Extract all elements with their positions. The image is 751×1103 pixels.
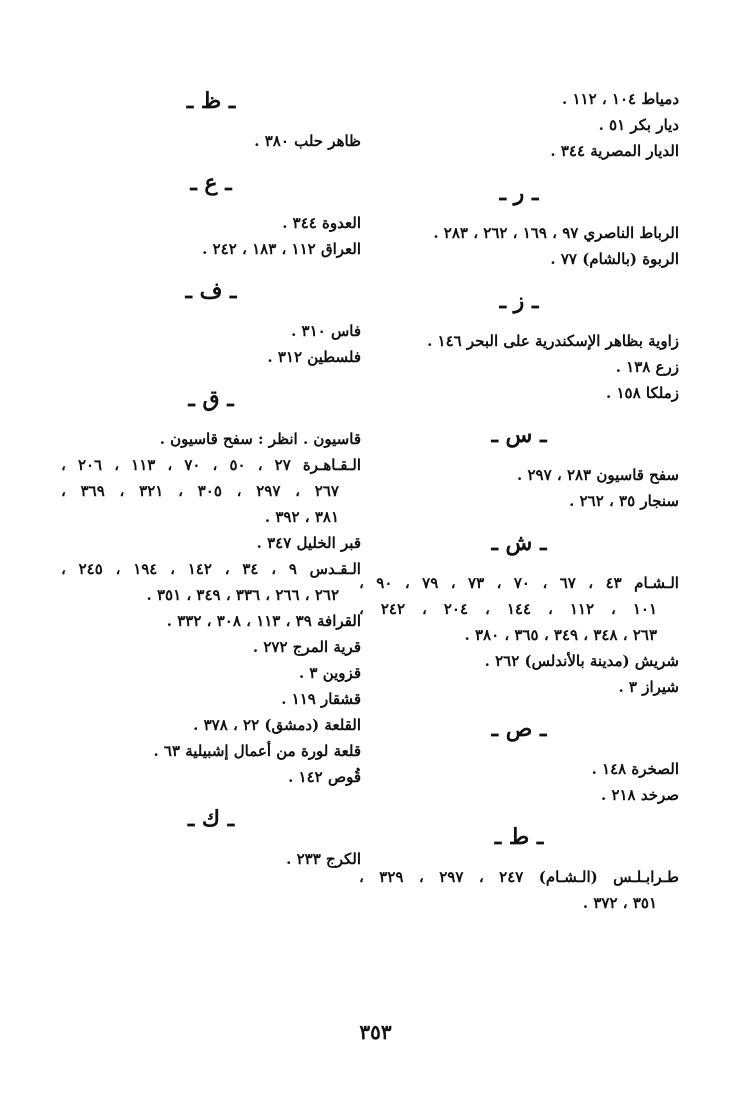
section-heading: ـ ف ـ — [185, 278, 237, 304]
index-entry: قبر الخليل ٣٤٧ . — [256, 534, 361, 552]
index-entry: العراق ١١٢ ، ١٨٣ ، ٢٤٢ . — [202, 240, 361, 258]
index-entry: الكرج ٢٣٣ . — [286, 850, 361, 868]
index-entry-continuation: ٣٥١ ، ٣٧٢ . — [582, 894, 657, 912]
index-entry: شيراز ٣ . — [618, 678, 679, 696]
page-number: ٣٥٣ — [359, 1020, 392, 1044]
section-heading: ـ ق ـ — [188, 386, 234, 412]
index-entry: طـرابـلـس (الـشـام) ٢٤٧ ، ٢٩٧ ، ٣٢٩ ، — [359, 868, 679, 886]
section-heading: ـ ز ـ — [499, 288, 539, 314]
index-entry-continuation: ٢٦٣ ، ٣٤٨ ، ٣٤٩ ، ٣٦٥ ، ٣٨٠ . — [464, 626, 657, 644]
index-entry: قشقار ١١٩ . — [281, 690, 361, 708]
index-entry: سنجار ٣٥ ، ٢٦٢ . — [569, 492, 679, 510]
index-entry: ظاهر حلب ٣٨٠ . — [254, 132, 361, 150]
index-entry: صرخد ٢١٨ . — [600, 786, 679, 804]
index-entry: ديار بكر ٥١ . — [598, 116, 679, 134]
section-heading: ـ ص ـ — [491, 716, 547, 742]
left-column — [61, 86, 361, 872]
section-heading: ـ ر ـ — [499, 180, 539, 206]
index-entry: الـشـام ٤٣ ، ٦٧ ، ٧٠ ، ٧٣ ، ٧٩ ، ٩٠ ، — [359, 574, 679, 592]
index-entry: زملكا ١٥٨ . — [606, 384, 679, 402]
index-entry: شريش (مدينة بالأندلس) ٢٦٢ . — [484, 652, 679, 670]
index-entry: القلعة (دمشق) ٢٢ ، ٣٧٨ . — [193, 716, 361, 734]
index-entry: الربوة (بالشام) ٧٧ . — [550, 250, 679, 268]
index-entry: زاوية بظاهر الإسكندرية على البحر ١٤٦ . — [427, 332, 679, 350]
section-heading: ـ ظ ـ — [186, 88, 236, 114]
index-entry: الـقـاهـرة ٢٧ ، ٥٠ ، ٧٠ ، ١١٣ ، ٢٠٦ ، — [61, 456, 361, 474]
section-heading: ـ ع ـ — [190, 170, 232, 196]
index-entry: زرع ١٣٨ . — [615, 358, 679, 376]
index-entry: القرافة ٣٩ ، ١١٣ ، ٣٠٨ ، ٣٣٢ . — [166, 612, 361, 630]
index-entry: الرباط الناصري ٩٧ ، ١٦٩ ، ٢٦٢ ، ٢٨٣ . — [433, 224, 679, 242]
index-entry: الـقـدس ٩ ، ٣٤ ، ١٤٢ ، ١٩٤ ، ٢٤٥ ، — [61, 560, 361, 578]
index-entry: سفح قاسيون ٢٨٣ ، ٢٩٧ . — [517, 466, 679, 484]
index-entry: دمياط ١٠٤ ، ١١٢ . — [562, 90, 679, 108]
index-entry: فاس ٣١٠ . — [291, 322, 361, 340]
index-entry-continuation: ٢٦٧ ، ٢٩٧ ، ٣٠٥ ، ٣٢١ ، ٣٦٩ ، — [61, 482, 339, 500]
index-entry-continuation: ٣٨١ ، ٣٩٢ . — [264, 508, 339, 526]
index-entry-continuation: ١٠١ ، ١١٢ ، ١٤٤ ، ٢٠٤ ، ٢٤٢ ، — [359, 600, 657, 618]
section-heading: ـ ط ـ — [494, 824, 544, 850]
index-entry: فلسطين ٣١٢ . — [267, 348, 361, 366]
index-entry: الديار المصرية ٣٤٤ . — [550, 142, 679, 160]
index-entry: الصخرة ١٤٨ . — [591, 760, 679, 778]
index-entry: قرية المرج ٢٧٢ . — [252, 638, 361, 656]
section-heading: ـ س ـ — [491, 422, 547, 448]
index-entry: العدوة ٣٤٤ . — [282, 214, 361, 232]
right-column — [359, 86, 679, 916]
index-entry: قُوص ١٤٢ . — [288, 768, 361, 786]
index-entry: قاسيون . انظر : سفح قاسيون . — [159, 430, 361, 448]
section-heading: ـ ك ـ — [187, 806, 235, 832]
index-entry-continuation: ٢٦٢ ، ٢٦٦ ، ٣٣٦ ، ٣٤٩ ، ٣٥١ . — [146, 586, 339, 604]
section-heading: ـ ش ـ — [491, 530, 547, 556]
index-entry: قلعة لورة من أعمال إشبيلية ٦٣ . — [153, 742, 361, 760]
index-entry: قزوين ٣ . — [298, 664, 361, 682]
